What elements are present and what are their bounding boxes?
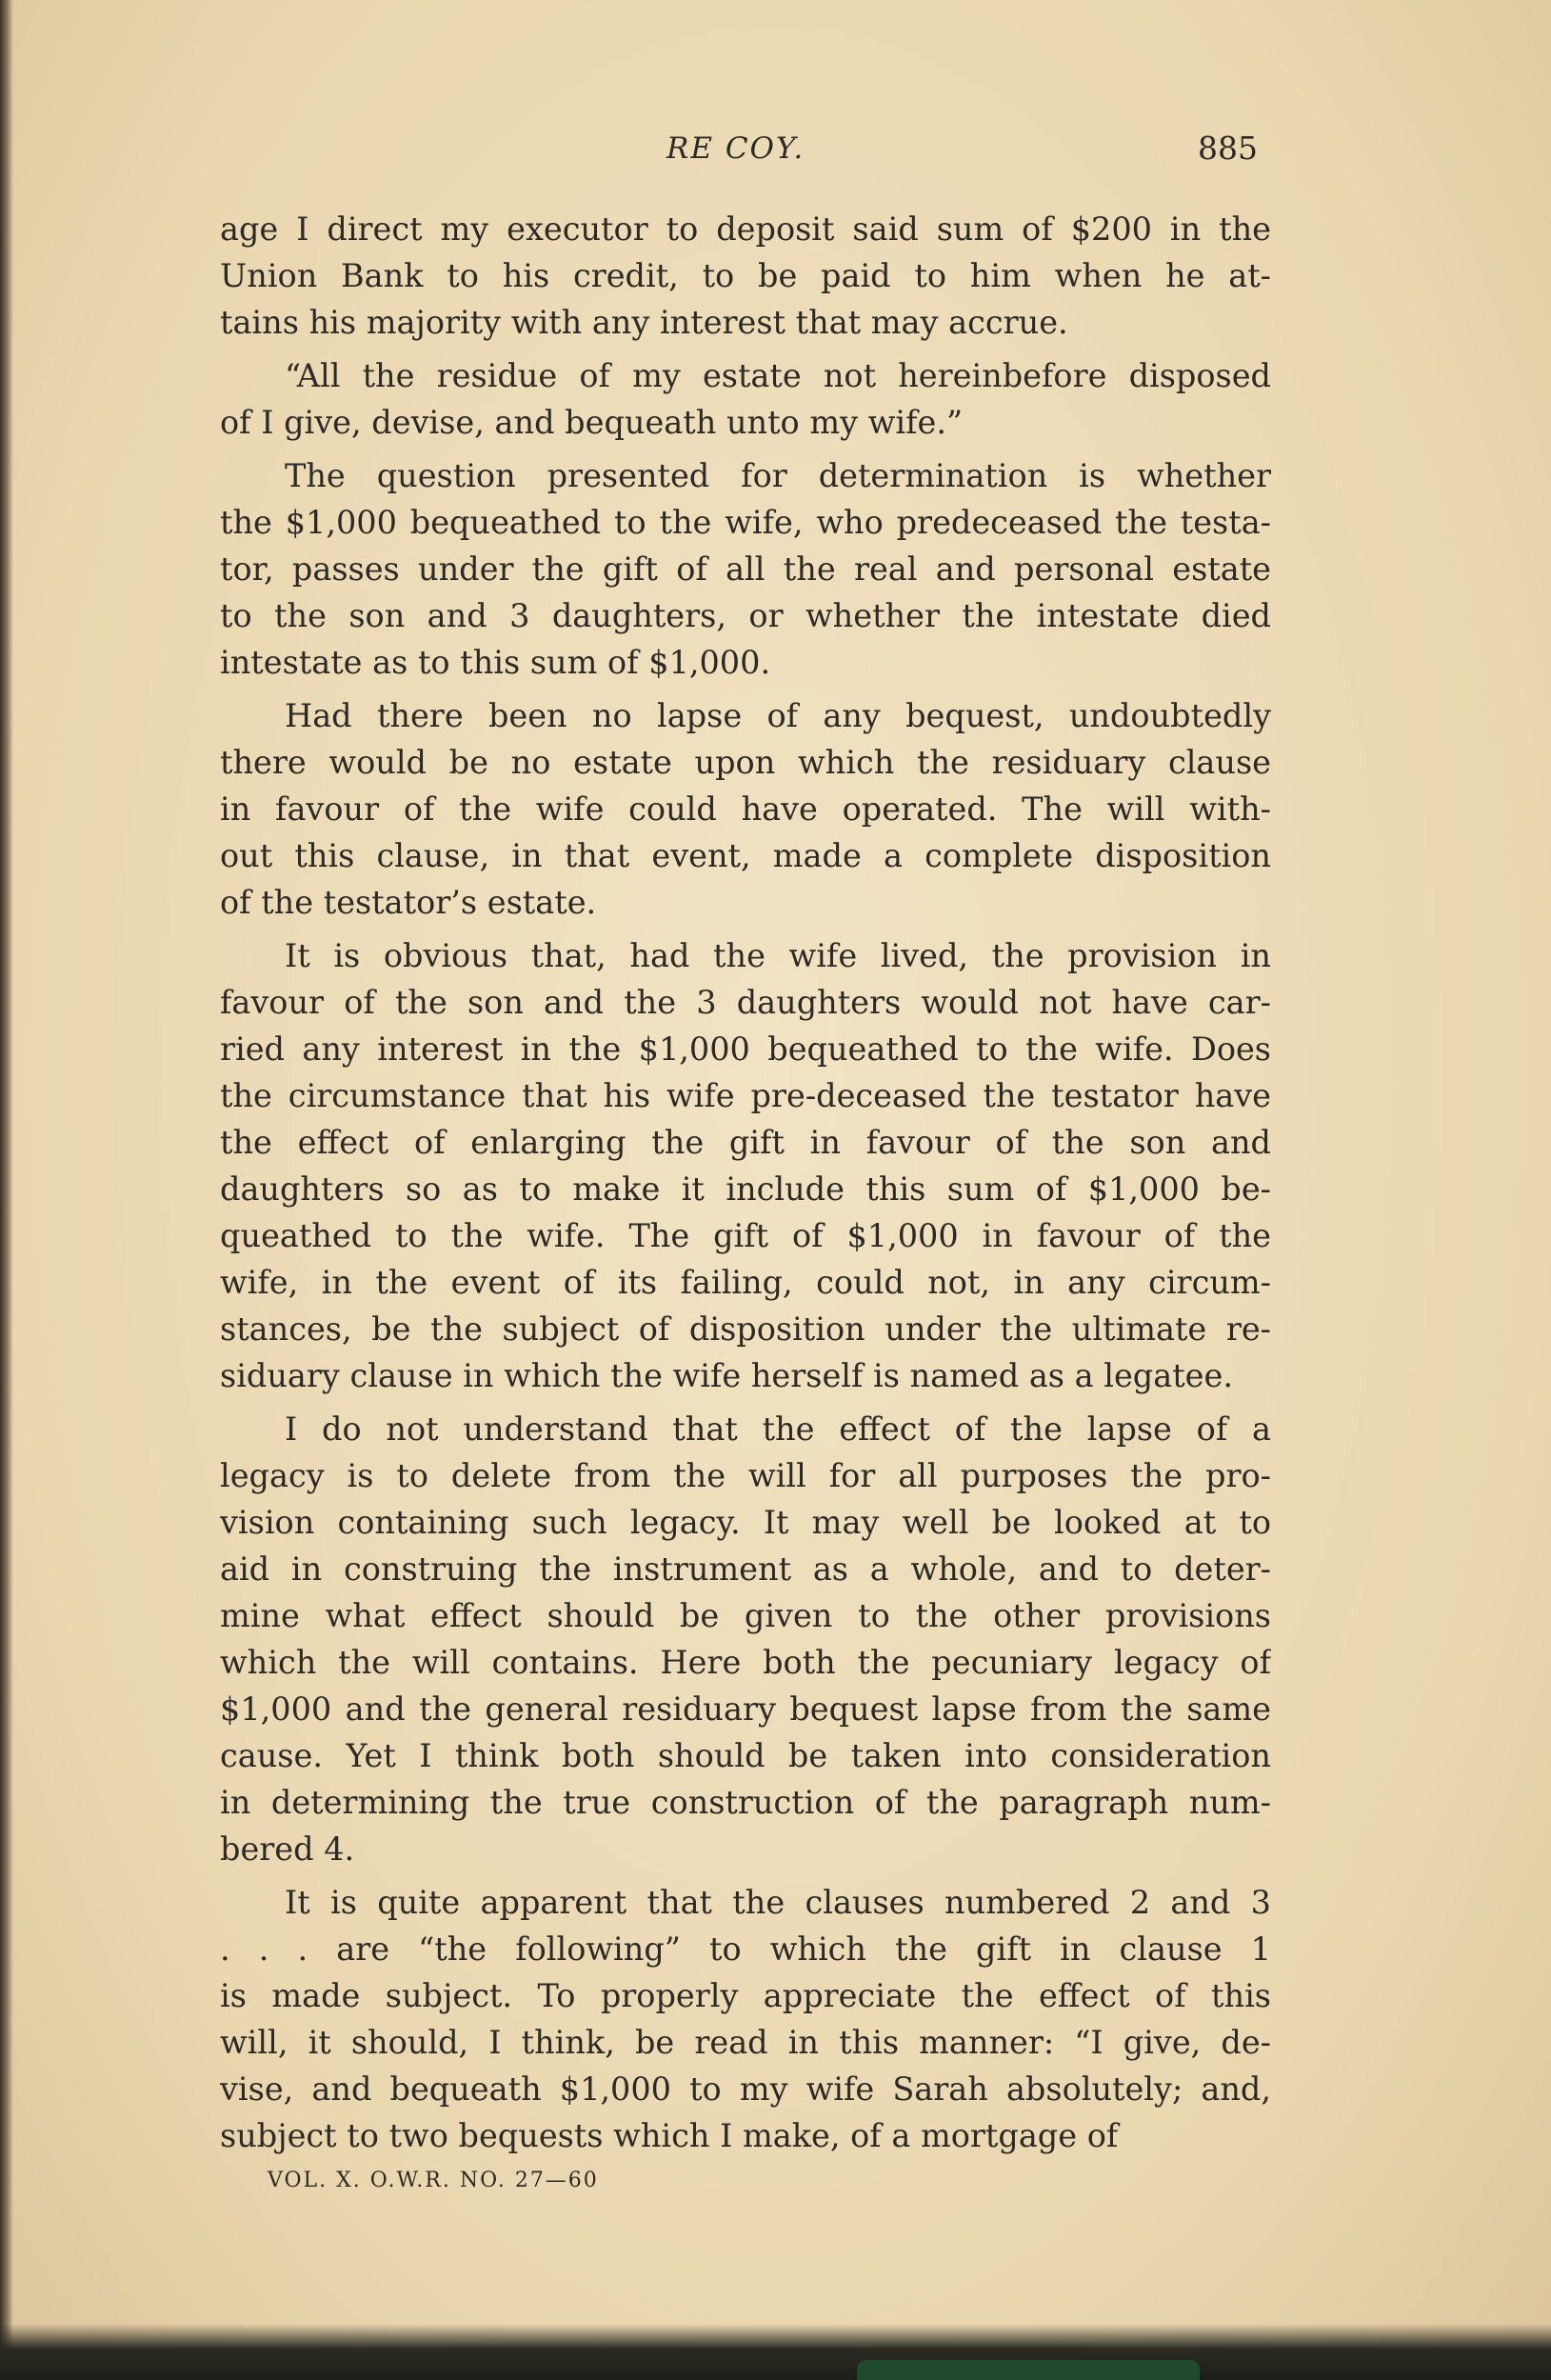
cover-edge	[857, 2360, 1200, 2380]
text-line: vision containing such legacy. It may well be looked at to	[220, 1504, 1271, 1541]
paragraph	[220, 452, 1271, 686]
text-line: out this clause, in that event, made a complete disposition	[220, 837, 1271, 874]
text-line: ried any interest in the $1,000 bequeathed to the wife. Does	[220, 1030, 1271, 1068]
body-text	[220, 206, 1271, 2159]
text-line: mine what effect should be given to the other provisions	[220, 1597, 1271, 1634]
running-head: RE COY.	[666, 131, 805, 166]
text-line: It is quite apparent that the clauses numbered 2 and 3	[285, 1884, 1271, 1921]
paragraph	[220, 1406, 1271, 1872]
text-line: tor, passes under the gift of all the real and personal estate	[220, 550, 1271, 588]
text-line: bered 4.	[220, 1830, 355, 1868]
text-line: vise, and bequeath $1,000 to my wife Sarah absolutely; and,	[220, 2070, 1271, 2108]
text-line: siduary clause in which the wife herself is named as a legatee.	[220, 1357, 1233, 1394]
text-line: in favour of the wife could have operated. The will with-	[220, 790, 1271, 828]
text-line: of the testator’s estate.	[220, 884, 597, 921]
signature-text: VOL. X. O.W.R. NO. 27—60	[268, 2169, 599, 2192]
paragraph	[220, 206, 1271, 346]
printer-signature	[268, 2169, 599, 2192]
text-line: cause. Yet I think both should be taken into consideration	[220, 1737, 1271, 1774]
paragraph	[220, 1879, 1271, 2159]
text-line: stances, be the subject of disposition under the ultimate re-	[220, 1310, 1271, 1348]
page-bottom-edge	[0, 2324, 1551, 2380]
text-line: legacy is to delete from the will for all purposes the pro-	[220, 1457, 1271, 1494]
text-line: will, it should, I think, be read in this manner: “I give, de-	[220, 2024, 1271, 2061]
text-line: to the son and 3 daughters, or whether the intestate died	[220, 597, 1271, 634]
text-line: the circumstance that his wife pre-deceased the testator have	[220, 1077, 1271, 1114]
text-line: daughters so as to make it include this sum of $1,000 be-	[220, 1170, 1271, 1208]
text-line: queathed to the wife. The gift of $1,000 in favour of the	[220, 1217, 1271, 1254]
text-line: in determining the true construction of the paragraph num-	[220, 1784, 1271, 1821]
paragraph	[220, 352, 1271, 446]
text-line: Union Bank to his credit, to be paid to him when he at-	[220, 257, 1271, 294]
text-line: age I direct my executor to deposit said sum of $200 in the	[220, 210, 1271, 248]
text-line: I do not understand that the effect of the lapse of a	[285, 1410, 1271, 1448]
page-number: 885	[1198, 130, 1258, 167]
text-line: subject to two bequests which I make, of a mortgage of	[220, 2117, 1119, 2154]
spine-shadow	[0, 0, 13, 2380]
text-line: intestate as to this sum of $1,000.	[220, 644, 771, 681]
page-header	[0, 114, 1551, 171]
text-line: the effect of enlarging the gift in favour of the son and	[220, 1124, 1271, 1161]
text-line: tains his majority with any interest that may accrue.	[220, 304, 1068, 341]
text-line: of I give, devise, and bequeath unto my wife.”	[220, 404, 964, 441]
text-line: The question presented for determination is whether	[285, 457, 1271, 494]
text-line: . . . are “the following” to which the gift in clause 1	[220, 1930, 1271, 1968]
text-line: the $1,000 bequeathed to the wife, who predeceased the testa-	[220, 504, 1271, 541]
text-line: “All the residue of my estate not hereinbefore disposed	[285, 357, 1271, 394]
paragraph	[220, 692, 1271, 926]
text-line: It is obvious that, had the wife lived, the provision in	[285, 937, 1271, 974]
text-line: there would be no estate upon which the residuary clause	[220, 744, 1271, 781]
text-line: Had there been no lapse of any bequest, undoubtedly	[285, 697, 1271, 734]
text-line: wife, in the event of its failing, could not, in any circum-	[220, 1264, 1271, 1301]
paragraph	[220, 932, 1271, 1399]
text-line: is made subject. To properly appreciate the effect of this	[220, 1977, 1271, 2014]
text-line: which the will contains. Here both the pecuniary legacy of	[220, 1644, 1271, 1681]
text-line: favour of the son and the 3 daughters would not have car-	[220, 984, 1271, 1021]
text-line: aid in construing the instrument as a whole, and to deter-	[220, 1550, 1271, 1588]
text-line: $1,000 and the general residuary bequest lapse from the same	[220, 1690, 1271, 1728]
